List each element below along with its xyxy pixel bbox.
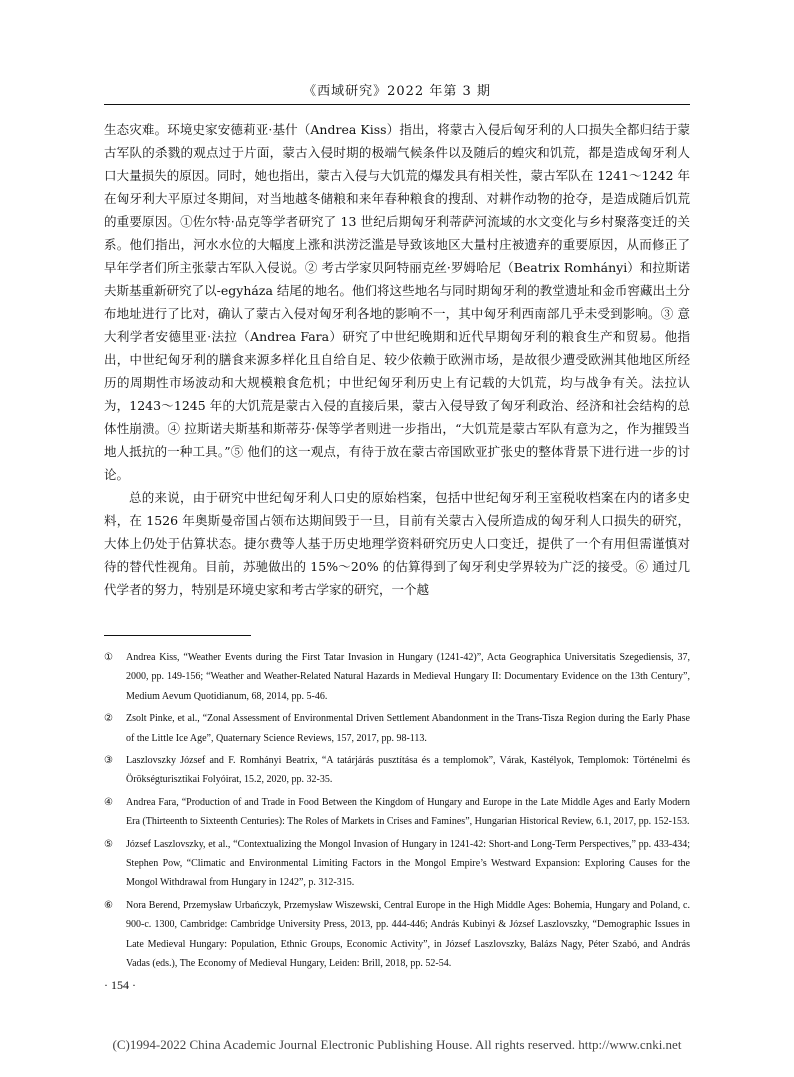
footnote-number: ①	[104, 652, 113, 663]
page-number: · 154 ·	[104, 978, 136, 992]
footnote-text: Laszlovszky József and F. Romhányi Beatrix, “A tatárjárás pusztítása és a templomok”, Várak, Kastélyok, Templomok: Történelmi és Örökségturisztikai Folyóirat, 15.2, 2020, pp. 32-35.	[126, 755, 690, 786]
paragraph: 生态灾难。环境史家安德莉亚·基什（Andrea Kiss）指出，将蒙古入侵后匈牙利的人口损失全都归结于蒙古军队的杀戮的观点过于片面，蒙古入侵时期的极端气候条件以及随后的蝗灾和饥荒，都是造成匈牙利人口大量损失的原因。同时，她也指出，蒙古入侵与大饥荒的爆发具有相关性，蒙古军队在 1241～1242 年在匈牙利大平原过冬期间，对当地越冬储粮和来年春种粮食的搜刮、对耕作动物的抢夺，是造成随后饥荒的重要原因。①佐尔特·品克等学者研究了 13 世纪后期匈牙利蒂萨河流域的水文变化与乡村聚落变迁的关系。他们指出，河水水位的大幅度上涨和洪涝泛滥是导致该地区大量村庄被遗弃的重要原因，从而修正了早年学者们所主张蒙古军队入侵说。② 考古学家贝阿特丽克丝·罗姆哈尼（Beatrix Romhányi）和拉斯诺夫斯基重新研究了以-egyháza 结尾的地名。他们将这些地名与同时期匈牙利的教堂遗址和金币窖藏出土分布地址进行了比对，确认了蒙古入侵对匈牙利各地的影响不一，其中匈牙利西南部几乎未受到影响。③ 意大利学者安德里亚·法拉（Andrea Fara）研究了中世纪晚期和近代早期匈牙利的粮食生产和贸易。他指出，中世纪匈牙利的膳食来源多样化且自给自足、较少依赖于欧洲市场，是故很少遭受欧洲其他地区所经历的周期性市场波动和大规模粮食危机；中世纪匈牙利历史上有记载的大饥荒，均与战争有关。法拉认为，1243～1245 年的大饥荒是蒙古入侵的直接后果，蒙古入侵导致了匈牙利政治、经济和社会结构的总体性崩溃。④ 拉斯诺夫斯基和斯蒂芬·保等学者则进一步指出，“大饥荒是蒙古军队有意为之，作为摧毁当地人抵抗的一种工具。”⑤ 他们的这一观点，有待于放在蒙古帝国欧亚扩张史的整体背景下进行进一步的讨论。	[104, 122, 690, 482]
footnote-text: Andrea Fara, “Production of and Trade in Food Between the Kingdom of Hungary and Europe in the Late Middle Ages and Early Modern Era (Thirteenth to Sixteenth Centuries): The Roles of Markets in Crises and Famines”, Hungarian Historical Review, 6.1, 2017, pp. 152-153.	[126, 796, 690, 828]
footnote-number: ⑥	[104, 899, 113, 911]
footnote-number: ④	[104, 796, 113, 808]
footnote-number: ⑤	[104, 838, 113, 850]
footnote-separator	[104, 635, 251, 636]
footnote	[104, 751, 690, 790]
footnote-text: Nora Berend, Przemysław Urbańczyk, Przemysław Wiszewski, Central Europe in the High Middle Ages: Bohemia, Hungary and Poland, c. 900-c. 1300, Cambridge: Cambridge University Press, 2013, pp. 444-446; András Kubinyi & József Laszlovszky, “Demographic Issues in Late Medieval Hungary: Population, Ethnic Groups, Economic Activity”, in József Laszlovszky, Balázs Nagy, Péter Szabó, and András Vadas (eds.), The Economy of Medieval Hungary, Leiden: Brill, 2018, pp. 52-54.	[126, 899, 690, 970]
footnote-text: Zsolt Pinke, et al., “Zonal Assessment of Environmental Driven Settlement Abandonment in the Trans-Tisza Region during the Early Phase of the Little Ice Age”, Quaternary Science Reviews, 157, 2017, pp. 98-113.	[126, 713, 690, 744]
footnote	[104, 793, 690, 832]
paragraph: 总的来说，由于研究中世纪匈牙利人口史的原始档案，包括中世纪匈牙利王室税收档案在内的诸多史料，在 1526 年奥斯曼帝国占领布达期间毁于一旦，目前有关蒙古入侵所造成的匈牙利人口损失的研究，大体上仍处于估算状态。捷尔费等人基于历史地理学资料研究历史人口变迁，提供了一个有用但需谨慎对待的替代性视角。目前，苏驰做出的 15%～20% 的估算得到了匈牙利史学界较为广泛的接受。⑥ 通过几代学者的努力，特别是环境史家和考古学家的研究，一个越	[104, 490, 690, 597]
footnote-text: Andrea Kiss, “Weather Events during the First Tatar Invasion in Hungary (1241-42)”, Acta Geographica Universitatis Szegediensis, 37, 2000, pp. 149-156; “Weather and Weather-Related Natural Hazards in Medieval Hungary II: Documentary Evidence on the 13th Century”, Medium Aevum Quotidianum, 68, 2014, pp. 5-46.	[126, 652, 690, 702]
header-rule	[104, 104, 690, 105]
footnote	[104, 709, 690, 748]
footnotes	[104, 648, 690, 977]
footnote-text: József Laszlovszky, et al., “Contextualizing the Mongol Invasion of Hungary in 1241-42: Short-and Long-Term Perspectives,” pp. 433-434; Stephen Pow, “Climatic and Environmental Limiting Factors in the Mongol Empire’s Westward Expansion: Exploring Causes for the Mongol Withdrawal from Hungary in 1242”, p. 312-315.	[126, 838, 690, 889]
footnote	[104, 896, 690, 974]
copyright-line: (C)1994-2022 China Academic Journal Electronic Publishing House. All rights reserved. http://www.cnki.net	[112, 1037, 682, 1052]
main-text	[104, 118, 690, 601]
footnote-number: ②	[104, 713, 113, 725]
footnote-number: ③	[104, 755, 113, 767]
footnote	[104, 648, 690, 706]
footnote	[104, 835, 690, 893]
running-header: 《西域研究》2022 年第 3 期	[303, 84, 491, 99]
